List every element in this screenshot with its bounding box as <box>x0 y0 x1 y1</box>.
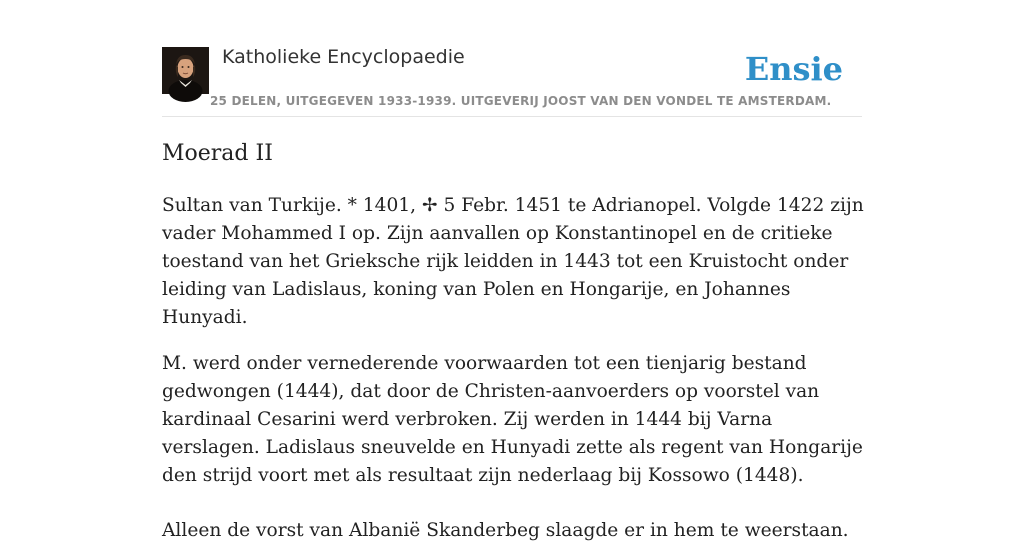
article-paragraph: Sultan van Turkije. * 1401, ✢ 5 Febr. 1451 te Adrianopel. Volgde 1422 zijn vader Mohammed I op. Zijn aanvallen op Konstantinopel en de critieke toestand van het Grieksche rijk leidden in 1443 tot een Kruistocht onder leiding van Ladislaus, koning van Polen en Hongarije, en Johannes Hunyadi. <box>162 195 864 328</box>
portrait-icon[interactable] <box>162 47 209 94</box>
source-title[interactable]: Katholieke Encyclopaedie <box>222 46 465 68</box>
article-paragraph: M. werd onder vernederende voorwaarden tot een tienjarig bestand gedwongen (1444), dat door de Christen-aanvoerders op voorstel van kardinaal Cesarini werd verbroken. Zij werden in 1444 bij Varna verslagen. Ladislaus sneuvelde en Hunyadi zette als regent van Hongarije den strijd voort met als resultaat zijn nederlaag bij Kossowo (1448). <box>162 353 863 486</box>
article-title: Moerad II <box>162 141 273 166</box>
source-header <box>162 44 862 117</box>
source-subtitle: 25 DELEN, UITGEGEVEN 1933-1939. UITGEVERIJ JOOST VAN DEN VONDEL TE AMSTERDAM. <box>210 94 832 108</box>
article <box>162 138 866 545</box>
article-paragraph: Alleen de vorst van Albanië Skanderbeg slaagde er in hem te weerstaan. <box>162 520 849 541</box>
ensie-logo[interactable]: Ensie <box>744 50 843 88</box>
